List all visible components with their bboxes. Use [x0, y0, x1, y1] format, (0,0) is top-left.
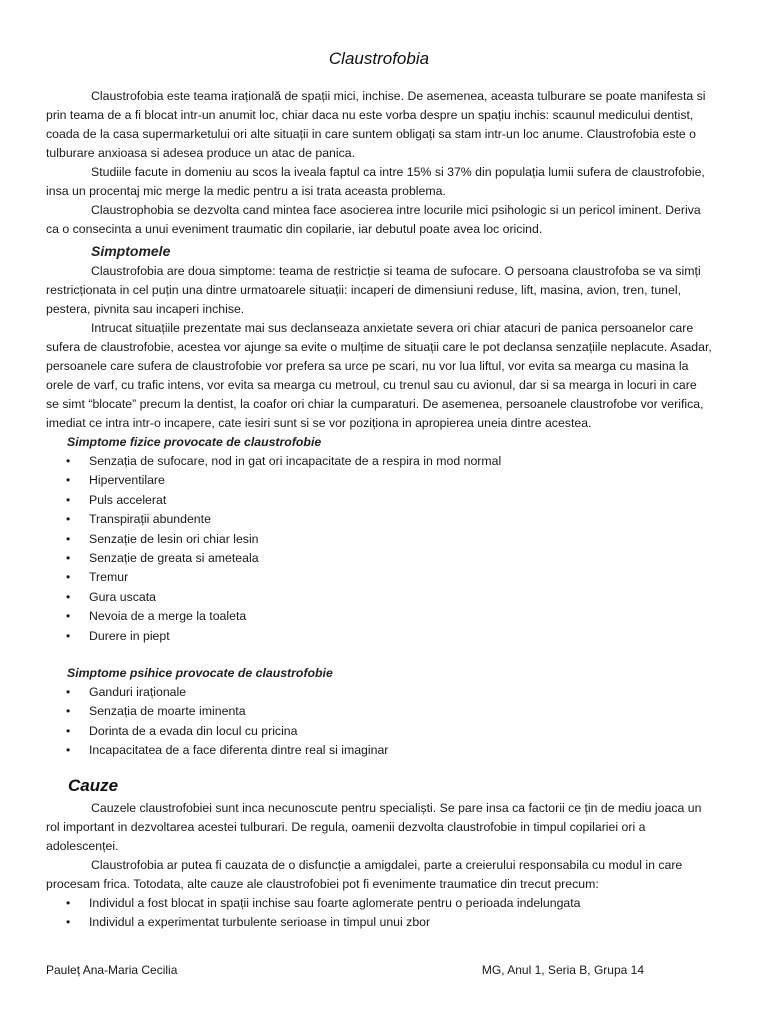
list-item: • Ganduri iraționale	[46, 683, 712, 702]
psychic-symptoms-heading: Simptome psihice provocate de claustrofobie	[67, 666, 333, 681]
list-item: • Senzație de lesin ori chiar lesin	[46, 530, 712, 549]
list-item: • Senzație de greata si ameteala	[46, 549, 712, 568]
cauze-paragraph-1: Cauzele claustrofobiei sunt inca necunoscute pentru specialiști. Se pare insa ca factorii ce țin de mediu joaca un rol important in dezvoltarea acestei tulburari. De regula, oamenii dezvolta claustrofobie in timpul copilariei ori a adolescenței.	[46, 800, 702, 853]
intro-paragraph-1: Claustrofobia este teama irațională de spații mici, inchise. De asemenea, aceasta tulburare se poate manifesta si prin teama de a fi blocat intr-un anumit loc, chiar daca nu este vorba despre un spațiu inchis: scaunul medicului dentist, coada de la casa supermarketului ori alte situații in care suntem obligați sa stam intr-un loc anume. Claustrofobia este o tulburare anxioasa si adesea produce un atac de panica.	[46, 89, 706, 160]
list-item: • Individul a fost blocat in spații inchise sau foarte aglomerate pentru o perioada indelungata	[46, 894, 712, 913]
cauze-paragraph-2: Claustrofobia ar putea fi cauzata de o disfuncție a amigdalei, parte a creierului responsabila cu modul in care procesam frica. Totodata, alte cauze ale claustrofobiei pot fi evenimente traumatice din trecut precum:	[46, 857, 683, 891]
footer-group: MG, Anul 1, Seria B, Grupa 14	[481, 963, 644, 977]
list-item: • Senzația de moarte iminenta	[46, 702, 712, 721]
list-item: • Incapacitatea de a face diferenta dintre real si imaginar	[46, 741, 712, 760]
causes-list	[46, 894, 712, 933]
list-item: • Transpirații abundente	[46, 510, 712, 529]
spacer	[46, 646, 712, 664]
footer-author: Pauleț Ana-Maria Cecilia	[46, 963, 178, 977]
intro-paragraph-3: Claustrophobia se dezvolta cand mintea face asocierea intre locurile mici psihologic si un pericol iminent. Deriva ca o consecinta a unui eveniment traumatic din copilarie, iar debutul poate avea loc oricind.	[46, 203, 701, 236]
list-item: • Individul a experimentat turbulente serioase in timpul unui zbor	[46, 913, 712, 932]
list-item: • Hiperventilare	[46, 471, 712, 490]
list-item: • Puls accelerat	[46, 491, 712, 510]
intro-paragraph-2: Studiile facute in domeniu au scos la iveala faptul ca intre 15% si 37% din populația lumii sufera de claustrofobie, insa un procentaj mic merge la medic pentru a isi trata aceasta problema.	[46, 165, 705, 198]
list-item: • Gura uscata	[46, 588, 712, 607]
list-item: • Nevoia de a merge la toaleta	[46, 607, 712, 626]
list-item: • Tremur	[46, 568, 712, 587]
page-footer	[46, 962, 644, 978]
list-item: • Senzația de sufocare, nod in gat ori incapacitate de a respira in mod normal	[46, 452, 712, 471]
psychic-symptoms-list	[46, 683, 712, 761]
list-item: • Durere in piept	[46, 627, 712, 646]
physical-symptoms-heading: Simptome fizice provocate de claustrofobie	[67, 435, 322, 449]
section-heading-simptomele: Simptomele	[91, 243, 171, 259]
simptomele-paragraph-1: Claustrofobia are doua simptome: teama de restricție si teama de sufocare. O persoana claustrofoba se va simți restricționata in cel puțin una dintre urmatoarele situații: incaperi de dimensiuni reduse, lift, masina, avion, tren, tunel, pestera, pivnita sau incaperi inchise.	[46, 264, 701, 316]
list-item: • Dorinta de a evada din locul cu pricina	[46, 722, 712, 741]
document-title: Claustrofobia	[328, 49, 430, 68]
section-heading-cauze: Cauze	[68, 775, 119, 795]
simptomele-paragraph-2: Intrucat situațiile prezentate mai sus declanseaza anxietate severa ori chiar atacuri de panica persoanelor care sufera de claustrofobie, acestea vor ajunge sa evite o mulțime de situații care le pot declansa senzațiile neplacute. Asadar, persoanele care sufera de claustrofobie vor prefera sa urce pe scari, nu vor lua liftul, vor evita sa mearga cu masina la orele de varf, cu trafic intens, vor evita sa mearga cu metroul, cu trenul sau cu avionul, dar si sa mearga in locuri in care se simt “blocate” precum la dentist, la coafor ori chiar la cumparaturi. De asemenea, persoanele claustrofobe vor verifica, imediat ce intra intr-o incapere, cate iesiri sunt si se vor poziționa in apropierea uneia dintre acestea.	[46, 321, 712, 430]
physical-symptoms-list	[46, 452, 712, 646]
